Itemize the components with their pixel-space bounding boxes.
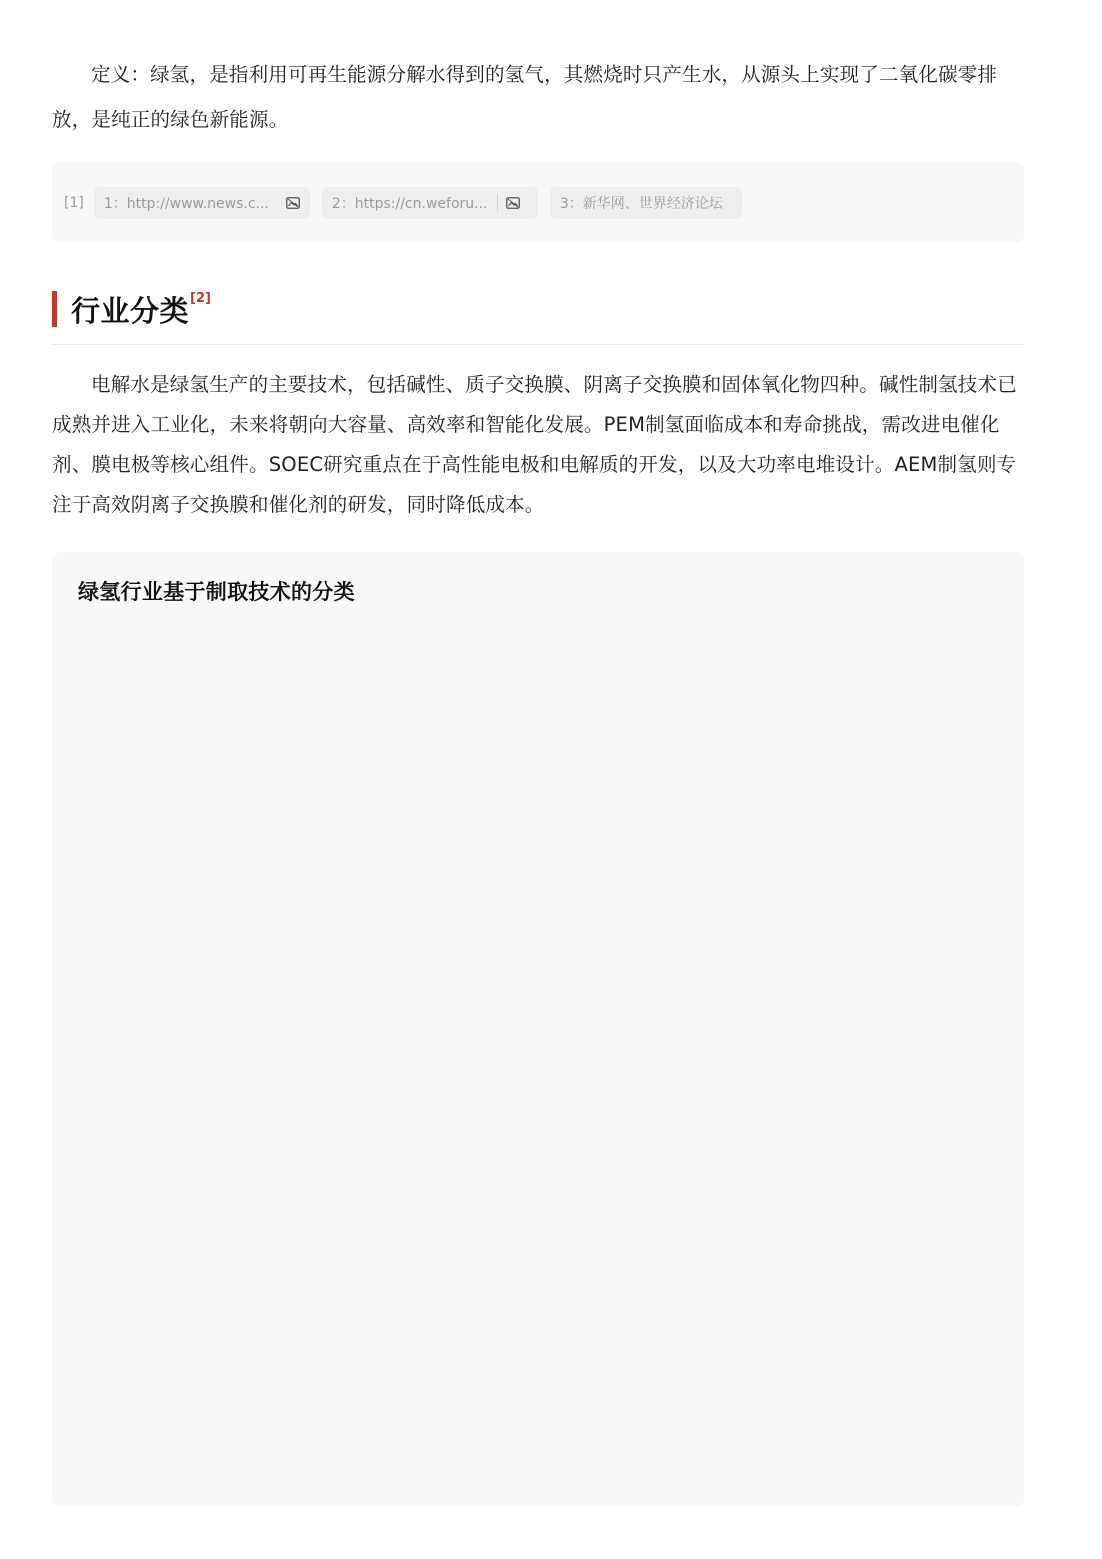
reference-link-label: 2：https://cn.weforu... — [331, 195, 488, 212]
figure-title: 绿氢行业基于制取技术的分类 — [78, 580, 355, 604]
image-icon[interactable] — [286, 197, 300, 209]
reference-source-label: 3：新华网、世界经济论坛 — [559, 195, 723, 212]
intro-paragraph: 定义：绿氢，是指利用可再生能源分解水得到的氢气，其燃烧时只产生水，从源头上实现了二氧化碳零排放，是纯正的绿色新能源。 — [52, 63, 998, 131]
reference-source-3[interactable] — [550, 187, 742, 219]
chip-divider — [497, 194, 498, 212]
section-divider — [52, 344, 1024, 345]
section-citation[interactable]: [2] — [190, 290, 211, 306]
reference-link-1[interactable] — [94, 187, 310, 219]
section-title: 行业分类 — [71, 293, 190, 328]
reference-link-2[interactable] — [322, 187, 538, 219]
reference-index: [1] — [64, 194, 84, 211]
heading-accent-bar — [52, 291, 57, 327]
section-heading — [52, 290, 211, 328]
reference-box — [52, 162, 1024, 243]
section-paragraph: 电解水是绿氢生产的主要技术，包括碱性、质子交换膜、阴离子交换膜和固体氧化物四种。碱性制氢技术已成熟并进入工业化，未来将朝向大容量、高效率和智能化发展。PEM制氢面临成本和寿命挑战，需改进电催化剂、膜电极等核心组件。SOEC研究重点在于高性能电极和电解质的开发，以及大功率电堆设计。AEM制氢则专注于高效阴离子交换膜和催化剂的研发，同时降低成本。 — [52, 373, 1017, 516]
image-icon[interactable] — [506, 197, 520, 209]
reference-link-label: 1：http://www.news.c... — [103, 195, 269, 212]
figure-panel — [52, 552, 1024, 1507]
